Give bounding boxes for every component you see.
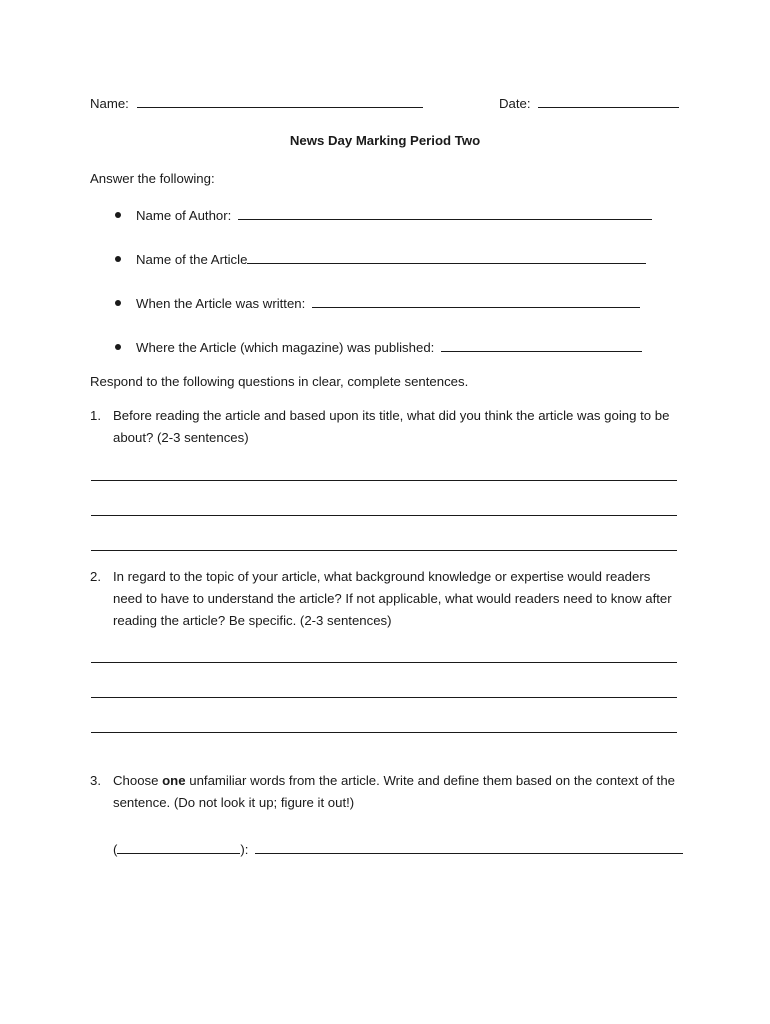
answer-line[interactable] — [91, 732, 677, 733]
bullet-icon — [115, 344, 121, 350]
definition-blank[interactable] — [255, 841, 683, 854]
page-title: News Day Marking Period Two — [289, 133, 481, 148]
definition-row — [113, 841, 683, 857]
intro-text: Answer the following: — [90, 171, 215, 186]
question-3-text — [113, 770, 683, 814]
question-3-text-after: unfamiliar words from the article. Write and define them based on the context of the sentence. (Do not look it up; figure it out!) — [113, 773, 675, 810]
date-blank[interactable] — [538, 95, 679, 108]
bullet-icon — [115, 300, 121, 306]
magazine-blank[interactable] — [441, 339, 642, 352]
name-label: Name: — [90, 96, 129, 111]
answer-line[interactable] — [91, 662, 677, 663]
author-blank[interactable] — [238, 207, 652, 220]
question-3-number: 3. — [90, 773, 101, 788]
article-name-blank[interactable] — [247, 251, 646, 264]
article-name-field-row — [136, 251, 646, 267]
question-1-number: 1. — [90, 408, 101, 423]
author-label: Name of Author: — [136, 208, 232, 223]
written-date-label: When the Article was written: — [136, 296, 306, 311]
name-blank[interactable] — [137, 95, 423, 108]
answer-line[interactable] — [91, 480, 677, 481]
bullet-icon — [115, 256, 121, 262]
question-1-text: Before reading the article and based upon its title, what did you think the article was going to be about? (2-3 sentences) — [113, 408, 670, 445]
respond-instruction: Respond to the following questions in clear, complete sentences. — [90, 374, 469, 389]
date-field-row — [499, 95, 679, 111]
name-field-row — [90, 95, 423, 111]
answer-line[interactable] — [91, 550, 677, 551]
question-3-text-before: Choose — [113, 773, 163, 788]
question-2-text: In regard to the topic of your article, what background knowledge or expertise would readers need to have to understand the article? If not applicable, what would readers need to know after reading the article? Be specific. (2-3 sentences) — [113, 569, 672, 628]
date-label: Date: — [499, 96, 531, 111]
question-3-emphasis: one — [162, 773, 186, 788]
written-date-field-row — [136, 295, 640, 311]
magazine-field-row — [136, 339, 642, 355]
magazine-label: Where the Article (which magazine) was published: — [136, 340, 435, 355]
written-date-blank[interactable] — [312, 295, 640, 308]
answer-line[interactable] — [91, 697, 677, 698]
article-name-label: Name of the Article — [136, 252, 248, 267]
definition-open-paren: ( — [113, 842, 118, 857]
word-blank[interactable] — [117, 841, 240, 854]
definition-close-paren: ): — [240, 842, 249, 857]
author-field-row — [136, 207, 652, 223]
bullet-icon — [115, 212, 121, 218]
question-2-number: 2. — [90, 569, 101, 584]
answer-line[interactable] — [91, 515, 677, 516]
